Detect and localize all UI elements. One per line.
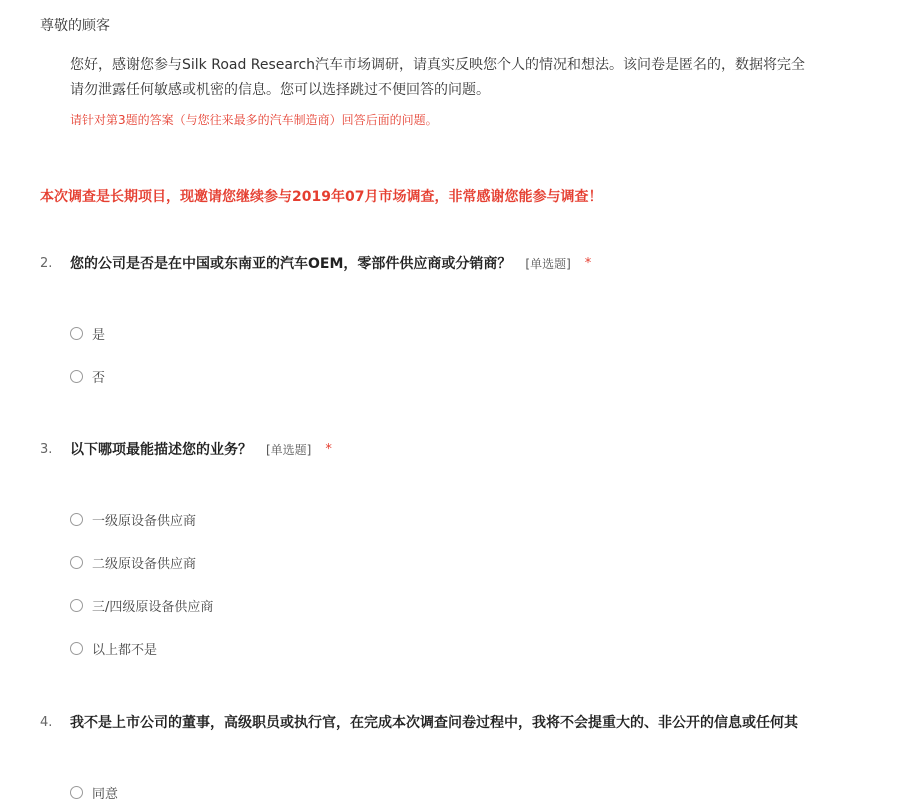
option-label: 二级原设备供应商 (92, 556, 197, 572)
question-title: 您的公司是否是在中国或东南亚的汽车OEM，零部件供应商或分销商？ (70, 256, 512, 272)
radio-unchecked-icon[interactable] (70, 370, 83, 383)
option-label: 以上都不是 (92, 642, 158, 658)
required-marker: * (325, 441, 332, 457)
option-tier1[interactable] (70, 509, 196, 529)
question-2 (40, 251, 900, 275)
radio-unchecked-icon[interactable] (70, 642, 83, 655)
option-tier2[interactable] (70, 552, 196, 572)
question-title: 以下哪项最能描述您的业务？ (70, 442, 252, 458)
radio-unchecked-icon[interactable] (70, 327, 83, 340)
radio-unchecked-icon[interactable] (70, 599, 83, 612)
question-3 (40, 437, 900, 461)
question-type: [单选题] (266, 442, 312, 457)
required-marker: * (584, 255, 592, 271)
greeting: 尊敬的顾客 (40, 18, 110, 34)
question-4 (40, 710, 900, 734)
radio-unchecked-icon[interactable] (70, 786, 83, 799)
option-label: 否 (92, 370, 106, 386)
option-label: 同意 (92, 786, 119, 802)
question-number: 4. (40, 714, 53, 730)
option-agree[interactable] (70, 782, 118, 802)
option-no[interactable] (70, 366, 105, 386)
radio-unchecked-icon[interactable] (70, 513, 83, 526)
intro-line-1: 您好，感谢您参与Silk Road Research汽车市场调研，请真实反映您个人的情况和想法。该问卷是匿名的，数据将完全 (70, 57, 806, 73)
radio-unchecked-icon[interactable] (70, 556, 83, 569)
question-title: 我不是上市公司的董事，高级职员或执行官，在完成本次调查问卷过程中，我将不会提重大的、非公开的信息或任何其 (70, 715, 798, 731)
question-number: 3. (40, 441, 53, 457)
option-label: 一级原设备供应商 (92, 513, 197, 529)
survey-notice: 本次调查是长期项目，现邀请您继续参与2019年07月市场调查，非常感谢您能参与调查！ (40, 189, 603, 205)
option-yes[interactable] (70, 323, 105, 343)
question-number: 2. (40, 255, 53, 271)
question-type: [单选题] (525, 256, 571, 271)
option-label: 三/四级原设备供应商 (92, 599, 214, 615)
option-tier3-4[interactable] (70, 595, 213, 615)
intro-line-2: 请勿泄露任何敏感或机密的信息。您可以选择跳过不便回答的问题。 (70, 82, 490, 98)
option-none[interactable] (70, 638, 157, 658)
intro-text (70, 53, 900, 103)
option-label: 是 (92, 327, 106, 343)
intro-note: 请针对第3题的答案（与您往来最多的汽车制造商）回答后面的问题。 (70, 113, 438, 127)
